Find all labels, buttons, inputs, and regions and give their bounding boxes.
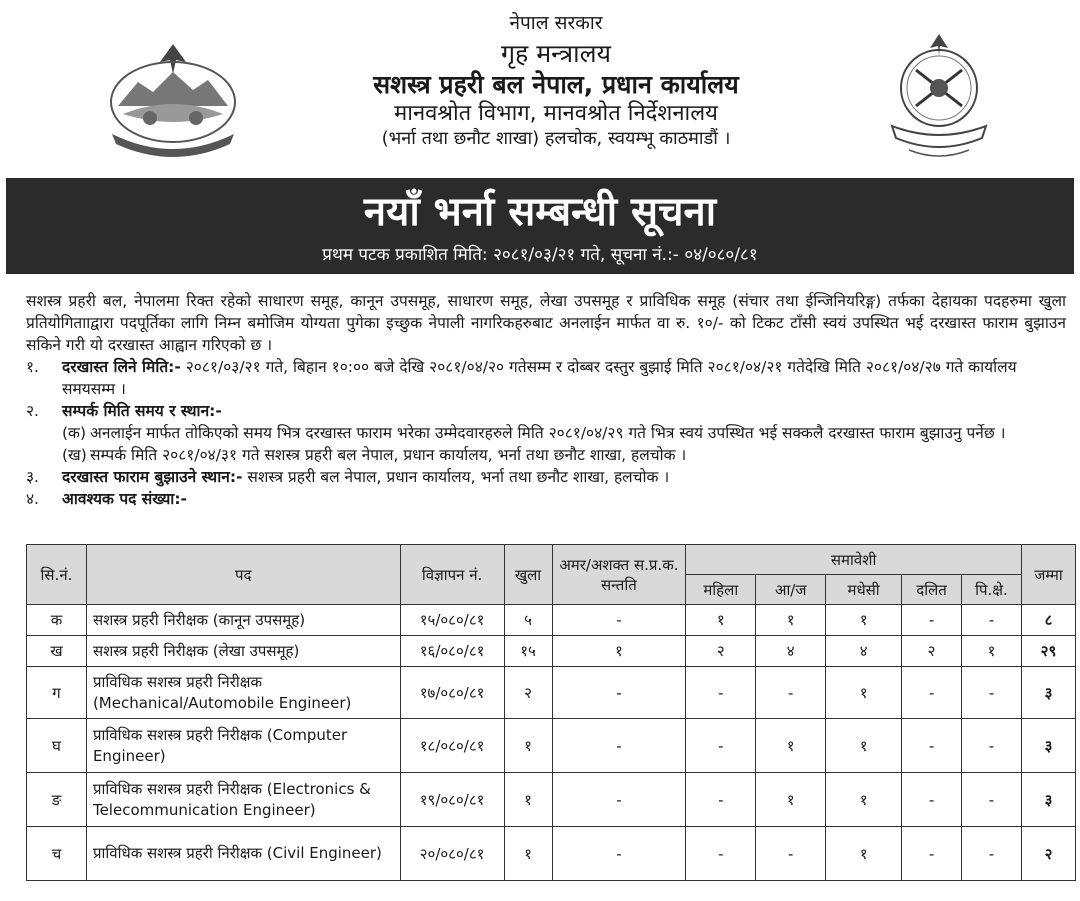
government-line: नेपाल सरकार [509, 12, 603, 34]
cell-martyr: - [552, 605, 686, 636]
header-backward: पि.क्षे. [962, 575, 1022, 605]
cell-post: प्राविधिक सशस्त्र प्रहरी निरीक्षक (Computer Engineer) [86, 719, 400, 773]
section-number: ३. [26, 468, 39, 486]
cell-sn: च [27, 827, 87, 881]
cell-total: ३ [1021, 719, 1075, 773]
cell-ad-no: १९/०८०/८१ [400, 773, 504, 827]
cell-post: सशस्त्र प्रहरी निरीक्षक (कानून उपसमूह) [86, 605, 400, 636]
cell-backward: - [962, 827, 1022, 881]
section-number: १. [26, 358, 39, 376]
cell-madhesi: १ [826, 667, 902, 719]
cell-total: ३ [1021, 667, 1075, 719]
cell-open: २ [504, 667, 552, 719]
header-aj: आ/ज [756, 575, 826, 605]
header-martyr: अमर/अशक्त स.प्र.क. सन्तति [552, 545, 686, 605]
table-row [27, 605, 1076, 636]
cell-backward: - [962, 719, 1022, 773]
department-line: मानवश्रोत विभाग, मानवश्रोत निर्देशनालय [394, 101, 718, 127]
header-open: खुला [504, 545, 552, 605]
cell-open: १ [504, 719, 552, 773]
table-row [27, 773, 1076, 827]
cell-dalit: - [902, 773, 962, 827]
table-row [27, 827, 1076, 881]
cell-backward: १ [962, 636, 1022, 667]
header-madhesi: मधेसी [826, 575, 902, 605]
sub-text: अनलाईन मार्फत तोकिएको समय भित्र दरखास्त फाराम भरेका उम्मेदवारहरुले मिति २०८१/०४/२९ गते भित्र स्वयं उपस्थित भई सक्कलै दरखास्त फाराम बुझाउनु पर्नेछ । [90, 424, 1006, 442]
office-heading [256, 12, 856, 150]
cell-aj: १ [756, 605, 826, 636]
section-text: सशस्त्र प्रहरी बल नेपाल, प्रधान कार्यालय, भर्ना तथा छनौट शाखा, हलचोक । [242, 468, 670, 486]
cell-total: २९ [1021, 636, 1075, 667]
cell-women: - [686, 827, 756, 881]
cell-women: - [686, 773, 756, 827]
cell-dalit: - [902, 719, 962, 773]
office-name: सशस्त्र प्रहरी बल नेपाल, प्रधान कार्यालय [373, 70, 739, 99]
section-text: २०८१/०३/२१ गते, बिहान १०:०० बजे देखि २०८१/०४/२० गतेसम्म र दोब्बर दस्तुर बुझाई मिति २०८१/०४/२१ गतेदेखि मिति २०८१/०४/२७ गते कार्यालय समयसम्म । [62, 358, 1017, 398]
cell-post: सशस्त्र प्रहरी निरीक्षक (लेखा उपसमूह) [86, 636, 400, 667]
header-women: महिला [686, 575, 756, 605]
cell-open: १ [504, 827, 552, 881]
posts-table [26, 544, 1076, 881]
cell-ad-no: १७/०८०/८१ [400, 667, 504, 719]
section-post-count [26, 488, 1066, 510]
section-contact [26, 400, 1066, 422]
cell-women: - [686, 667, 756, 719]
notice-body [26, 290, 1066, 510]
section-number: २. [26, 402, 39, 420]
cell-open: १ [504, 773, 552, 827]
contact-item-online [26, 422, 1066, 444]
section-application-date [26, 356, 1066, 400]
cell-post: प्राविधिक सशस्त्र प्रहरी निरीक्षक (Electronics & Telecommunication Engineer) [86, 773, 400, 827]
cell-ad-no: १८/०८०/८१ [400, 719, 504, 773]
table-row [27, 719, 1076, 773]
cell-dalit: - [902, 667, 962, 719]
intro-paragraph: सशस्त्र प्रहरी बल, नेपालमा रिक्त रहेको साधारण समूह, कानून उपसमूह, साधारण समूह, लेखा उपसमूह र प्राविधिक समूह (संचार तथा ईन्जिनियरिङ्ग) तर्फका देहायका पदहरुमा खुला प्रतियोगितााद्वारा पदपूर्तिका लागि निम्न बमोजिम योग्यता पुगेका इच्छुक नेपाली नागरिकहरुबाट अनलाईन मार्फत वा रु. १०/- को टिकट टाँसी स्वयं उपस्थित भई दरखास्त फाराम बुझाउन सकिने गरी यो दरखास्त आह्वान गरिएको छ । [26, 292, 1066, 354]
header-inclusive: समावेशी [686, 545, 1022, 575]
notice-publication-info: प्रथम पटक प्रकाशित मिति: २०८१/०३/२१ गते, सूचना नं.:- ०४/०८०/८१ [322, 245, 758, 265]
contact-item-date [26, 444, 1066, 466]
cell-martyr: - [552, 773, 686, 827]
cell-ad-no: १५/०८०/८१ [400, 605, 504, 636]
notice-banner [6, 178, 1074, 274]
cell-martyr: - [552, 827, 686, 881]
ministry-line: गृह मन्त्रालय [500, 38, 612, 68]
table-row [27, 636, 1076, 667]
cell-sn: ख [27, 636, 87, 667]
nepal-emblem-icon [98, 34, 248, 164]
cell-open: ५ [504, 605, 552, 636]
cell-martyr: - [552, 667, 686, 719]
section-label: सम्पर्क मिति समय र स्थान:- [62, 402, 222, 420]
notice-title: नयाँ भर्ना सम्बन्धी सूचना [363, 189, 717, 235]
cell-madhesi: १ [826, 773, 902, 827]
cell-women: - [686, 719, 756, 773]
cell-sn: क [27, 605, 87, 636]
cell-sn: घ [27, 719, 87, 773]
cell-aj: ४ [756, 636, 826, 667]
table-row [27, 667, 1076, 719]
header-sn: सि.नं. [27, 545, 87, 605]
cell-dalit: - [902, 827, 962, 881]
cell-women: २ [686, 636, 756, 667]
cell-madhesi: १ [826, 605, 902, 636]
header-dalit: दलित [902, 575, 962, 605]
header-total: जम्मा [1021, 545, 1075, 605]
cell-martyr: - [552, 719, 686, 773]
cell-aj: १ [756, 719, 826, 773]
sub-label: (क) [62, 424, 86, 442]
cell-dalit: - [902, 605, 962, 636]
cell-backward: - [962, 605, 1022, 636]
branch-address: (भर्ना तथा छनौट शाखा) हलचोक, स्वयम्भू काठमाडौं । [381, 127, 731, 149]
cell-post: प्राविधिक सशस्त्र प्रहरी निरीक्षक (Mechanical/Automobile Engineer) [86, 667, 400, 719]
cell-madhesi: १ [826, 719, 902, 773]
cell-ad-no: २०/०८०/८१ [400, 827, 504, 881]
section-label: दरखास्त फाराम बुझाउने स्थान:- [62, 468, 243, 486]
cell-madhesi: १ [826, 827, 902, 881]
apf-logo-icon [874, 26, 1004, 171]
section-label: दरखास्त लिने मिति:- [62, 358, 181, 376]
cell-sn: ग [27, 667, 87, 719]
cell-backward: - [962, 667, 1022, 719]
cell-post: प्राविधिक सशस्त्र प्रहरी निरीक्षक (Civil Engineer) [86, 827, 400, 881]
cell-aj: - [756, 827, 826, 881]
notice-page [6, 6, 1074, 901]
cell-madhesi: ४ [826, 636, 902, 667]
cell-total: २ [1021, 827, 1075, 881]
section-label: आवश्यक पद संख्या:- [62, 490, 187, 508]
cell-total: ३ [1021, 773, 1075, 827]
sub-text: सम्पर्क मिति २०८१/०४/३१ गते सशस्त्र प्रहरी बल नेपाल, प्रधान कार्यालय, भर्ना तथा छनौट शाखा, हलचोक । [90, 446, 687, 464]
cell-aj: - [756, 667, 826, 719]
cell-sn: ङ [27, 773, 87, 827]
cell-backward: - [962, 773, 1022, 827]
header-ad-no: विज्ञापन नं. [400, 545, 504, 605]
cell-open: १५ [504, 636, 552, 667]
notice-header [6, 6, 1074, 176]
sub-label: (ख) [62, 446, 87, 464]
cell-women: १ [686, 605, 756, 636]
section-submission-place [26, 466, 1066, 488]
cell-aj: १ [756, 773, 826, 827]
cell-total: ८ [1021, 605, 1075, 636]
cell-ad-no: १६/०८०/८१ [400, 636, 504, 667]
header-post: पद [86, 545, 400, 605]
section-number: ४. [26, 490, 39, 508]
cell-martyr: १ [552, 636, 686, 667]
cell-dalit: २ [902, 636, 962, 667]
